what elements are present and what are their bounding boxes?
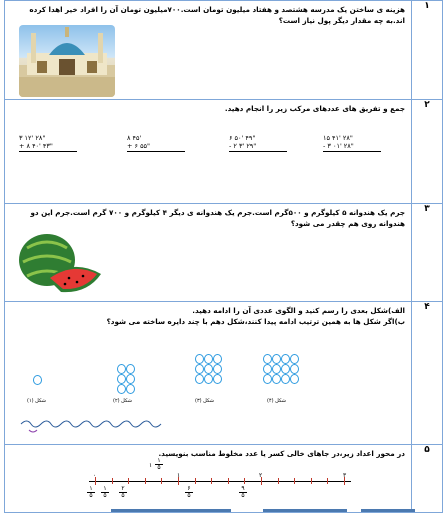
footer-bar-left [111,509,231,512]
circle-icon [204,364,213,374]
question-row-5 [5,445,443,513]
circle-icon [290,374,299,384]
question-row-2 [5,100,443,204]
circle-icon [290,364,299,374]
question-row-3 [5,204,443,302]
figure-label-2: شکل (۲) [113,398,132,404]
question-row-1 [5,1,443,100]
circle-icon [117,364,126,374]
question-1-body [5,1,412,100]
circle-icon [272,374,281,384]
fraction-1: ۲ ۵ [119,486,127,499]
question-2-text: جمع و تفریق های عددهای مرکب زیر را انجام دهید. [224,104,405,113]
axis-tick [195,478,196,484]
mixed-number-top: ۱ ۵ [155,458,163,471]
axis-tick [128,478,129,484]
figure-label-1: شکل (۱) [27,398,46,404]
question-1-number: ۱ [412,1,443,100]
axis-tick [244,478,245,484]
axis-tick [311,478,312,484]
circle-icon [126,384,135,394]
footer-bar-right [361,509,415,512]
axis-tick [112,478,113,484]
axis-tick [278,478,279,484]
circle-icon [126,364,135,374]
question-4-number: ۴ [412,302,443,445]
circle-icon [213,354,222,364]
axis-label-1: ۱ [177,472,181,479]
fraction-2: ۶ ۵ [185,486,193,499]
circle-icon [117,384,126,394]
circle-icon [263,364,272,374]
mosque-photo [19,25,115,97]
circle-icon [195,364,204,374]
question-3-text: جرم یک هندوانه ۵ کیلوگرم و ۵۰۰گرم است.جرم یک هندوانه ی دیگر ۴ کیلوگرم و ۷۰۰ گرم است.جرم این دو هندوانه روی هم چقدر می شود؟ [30,208,405,228]
axis-tick [145,478,146,484]
question-3-number: ۳ [412,204,443,302]
question-5-number: ۵ [412,445,443,513]
problem-1: ۱۵ ۴۱' ۲۸" - ۳ ۰۱' ۲۸" [323,134,381,152]
axis-tick [161,478,162,484]
question-4-text-b: ب)اگر شکل ها به همین ترتیب ادامه پیدا کنند،شکل دهم با چند دایره ساخته می شود؟ [106,317,405,326]
question-5-text: در محور اعداد زیر،در جاهای خالی کسر یا عدد مخلوط مناسب بنویسید. [158,449,405,458]
circle-icon [117,374,126,384]
question-3-body [5,204,412,302]
mixed-number-whole: ۱ [149,462,153,469]
fraction-4: ۱ ۵ [101,486,109,499]
circle-icon [195,354,204,364]
circle-icon [263,374,272,384]
fraction-5: ۱ ۵ [87,486,95,499]
figure-label-3: شکل (۳) [195,398,214,404]
circle-icon [213,374,222,384]
axis-tick [294,478,295,484]
question-4-text-a: الف)شکل بعدی را رسم کنید و الگوی عددی آن را ادامه دهید. [192,306,405,315]
axis-label-2: ۲ [259,472,263,479]
watermelon-picture [17,230,103,300]
axis-tick [327,478,328,484]
problem-3: ۸ ۴۵' + ۶ ۵۵" [127,134,185,152]
problem-2: ۶ ۵۰' ۴۹" - ۲ ۳' ۲۹" [229,134,287,152]
axis-label-0: ۰ [93,472,97,479]
question-row-4 [5,302,443,445]
circle-icon [290,354,299,364]
circle-icon [281,354,290,364]
fraction-3: ۹ ۵ [239,486,247,499]
circle-icon [272,364,281,374]
circle-icon [281,374,290,384]
question-4-body [5,302,412,445]
circle-icon [263,354,272,364]
axis-label-3: ۳ [343,472,347,479]
circle-icon [126,374,135,384]
circle-icon [195,374,204,384]
question-2-number: ۲ [412,100,443,204]
circle-icon [33,375,42,385]
footer-bar-mid [263,509,347,512]
question-2-body [5,100,412,204]
circle-icon [213,364,222,374]
question-table [4,0,443,513]
question-1-text: هزینه ی ساختن یک مدرسه هشتصد و هفتاد میلیون تومان است.۷۰۰میلیون تومان آن را افراد خیر اهدا کرده اند.به چه مقدار دیگر پول نیاز است؟ [29,5,405,25]
axis-tick [211,478,212,484]
circle-icon [272,354,281,364]
circle-icon [204,374,213,384]
problem-4: ۳ ۱۲' ۲۸" + ۸ ۴۰' ۴۳" [19,134,77,152]
circle-icon [281,364,290,374]
question-5-body [5,445,412,513]
axis-tick [228,478,229,484]
figure-label-4: شکل (۴) [267,398,286,404]
handwritten-scribble [19,414,179,436]
circle-icon [204,354,213,364]
